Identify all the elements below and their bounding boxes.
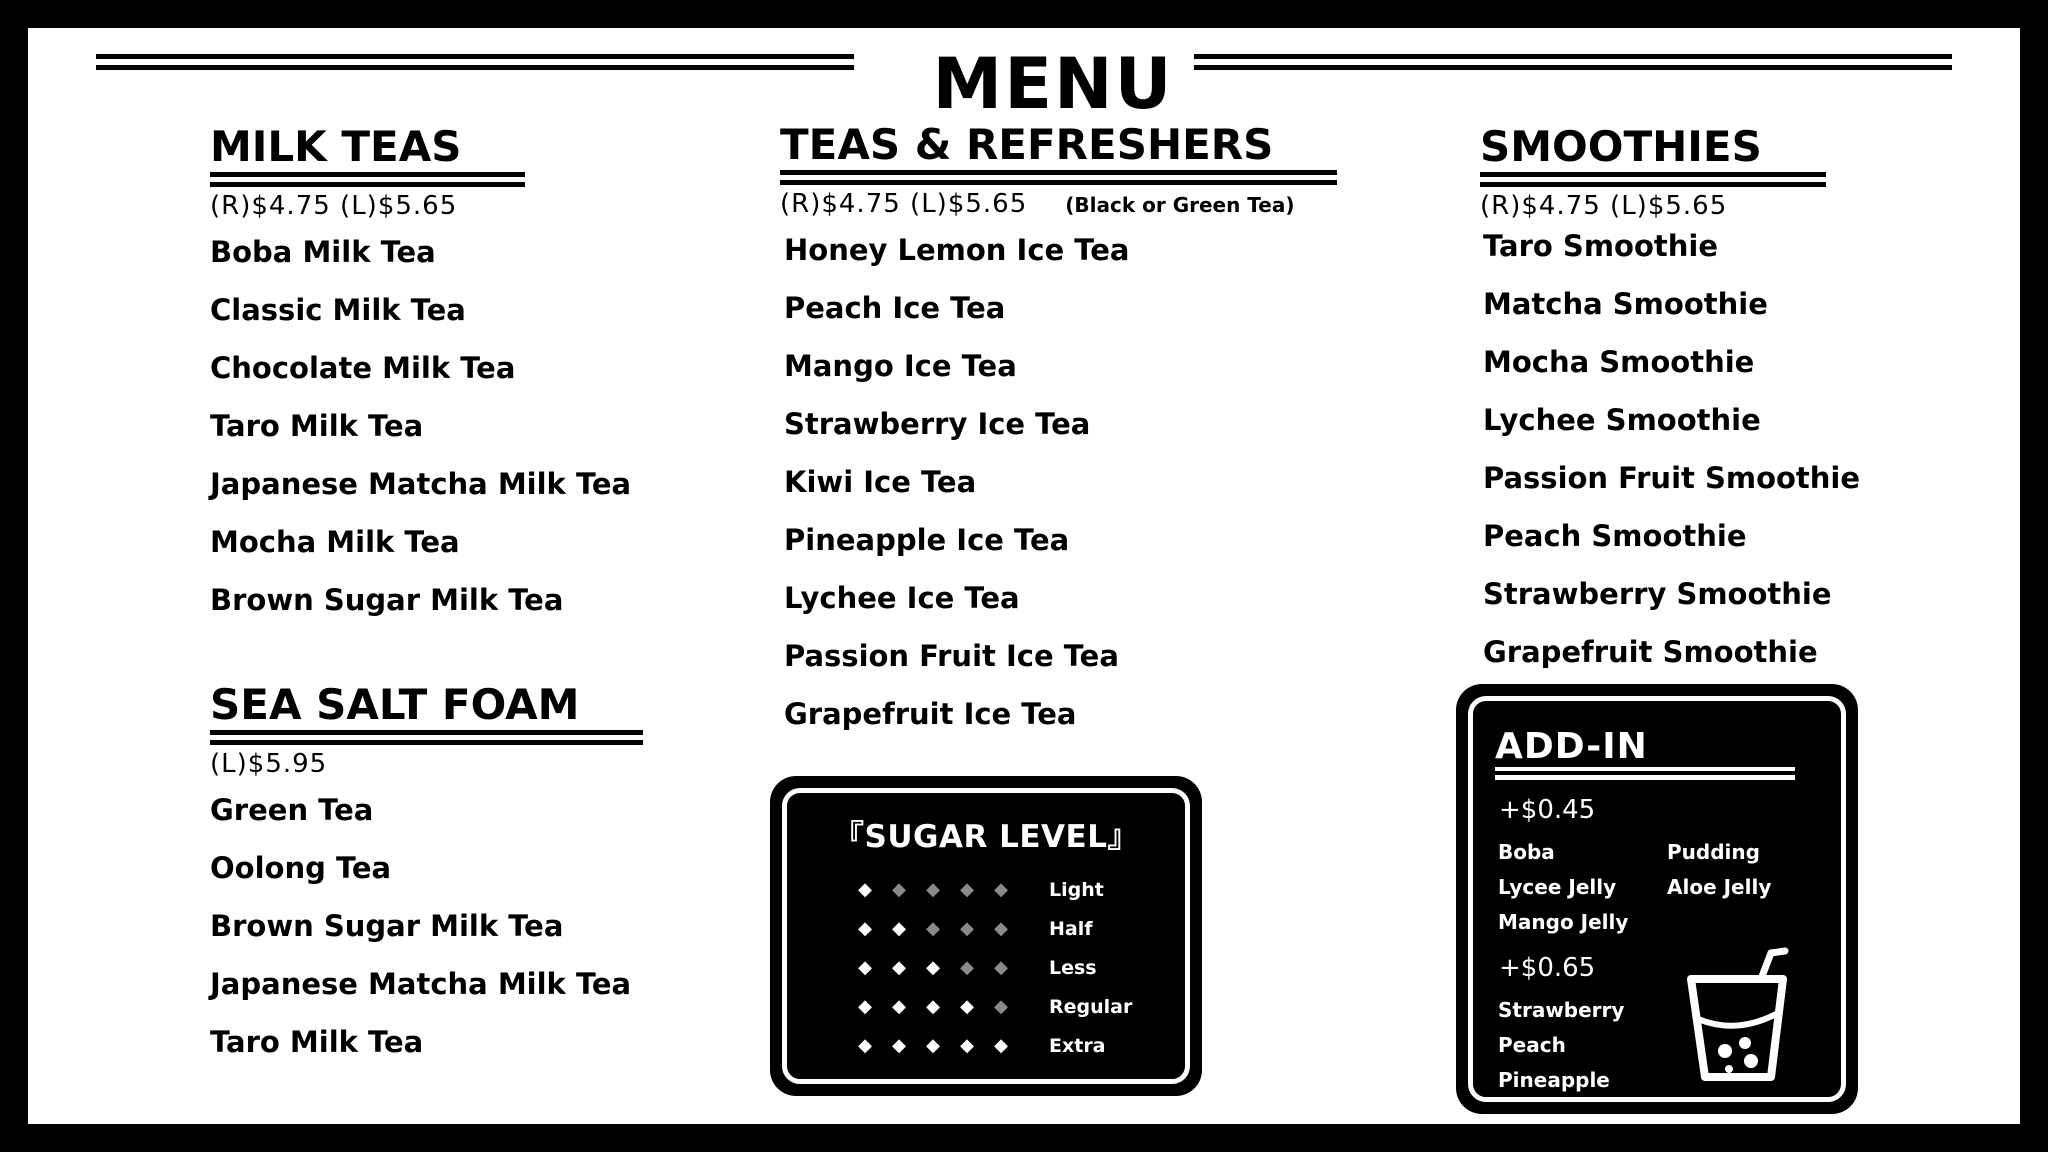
add-in-item: Pineapple xyxy=(1498,1068,1610,1092)
diamond-icon: ◆ xyxy=(858,1035,872,1056)
sea-salt-foam-price: (L)$5.95 xyxy=(210,749,328,779)
teas-refreshers-section xyxy=(780,122,1337,749)
tea-refresher-item: Pineapple Ice Tea xyxy=(784,523,1070,557)
add-in-item: Strawberry xyxy=(1498,998,1625,1022)
diamond-icon: ◆ xyxy=(858,879,872,900)
diamond-icon: ◆ xyxy=(926,1035,940,1056)
add-in-item: Lycee Jelly xyxy=(1498,875,1617,899)
sugar-level-label: Half xyxy=(1049,918,1093,940)
sugar-level-row xyxy=(857,875,1104,905)
teas-refreshers-note: (Black or Green Tea) xyxy=(1065,193,1295,217)
teas-refreshers-title: TEAS & REFRESHERS xyxy=(780,122,1337,175)
sugar-level-title: 『SUGAR LEVEL』 xyxy=(833,819,1139,855)
smoothies-list xyxy=(1480,223,1860,687)
milk-teas-price: (R)$4.75 (L)$5.65 xyxy=(210,191,458,221)
diamond-icon: ◆ xyxy=(960,879,974,900)
sea-salt-foam-item: Green Tea xyxy=(210,793,374,827)
milk-tea-item: Japanese Matcha Milk Tea xyxy=(210,467,632,501)
smoothie-item: Grapefruit Smoothie xyxy=(1483,635,1818,669)
diamond-icon: ◆ xyxy=(926,957,940,978)
milk-teas-section xyxy=(210,124,631,635)
diamond-icon: ◆ xyxy=(892,1035,906,1056)
sugar-level-label: Regular xyxy=(1049,996,1133,1018)
add-in-tier1-list xyxy=(1498,837,1628,942)
add-in-item: Aloe Jelly xyxy=(1667,875,1772,899)
add-in-item: Pudding xyxy=(1667,840,1760,864)
smoothie-item: Taro Smoothie xyxy=(1483,229,1719,263)
sugar-level-panel xyxy=(782,788,1190,1084)
tea-refresher-item: Peach Ice Tea xyxy=(784,291,1006,325)
diamond-icon: ◆ xyxy=(892,879,906,900)
menu-board xyxy=(28,28,2020,1124)
add-in-tier2-list xyxy=(1498,995,1624,1100)
tea-refresher-item: Kiwi Ice Tea xyxy=(784,465,977,499)
milk-tea-item: Boba Milk Tea xyxy=(210,235,436,269)
diamond-icon: ◆ xyxy=(960,918,974,939)
diamond-icon: ◆ xyxy=(994,1035,1008,1056)
diamond-icon: ◆ xyxy=(858,957,872,978)
smoothie-item: Matcha Smoothie xyxy=(1483,287,1768,321)
sugar-level-row xyxy=(857,1031,1106,1061)
add-in-tier1-list-2 xyxy=(1667,837,1771,907)
drink-cup-icon xyxy=(1679,947,1799,1087)
smoothie-item: Mocha Smoothie xyxy=(1483,345,1755,379)
sugar-level-dots xyxy=(857,958,1027,978)
tea-refresher-item: Grapefruit Ice Tea xyxy=(784,697,1077,731)
sea-salt-foam-item: Taro Milk Tea xyxy=(210,1025,424,1059)
tea-refresher-item: Strawberry Ice Tea xyxy=(784,407,1091,441)
milk-tea-item: Classic Milk Tea xyxy=(210,293,466,327)
milk-teas-list xyxy=(210,229,631,635)
smoothies-section xyxy=(1480,124,1860,687)
add-in-item: Mango Jelly xyxy=(1498,910,1629,934)
sea-salt-foam-list xyxy=(210,787,643,1077)
milk-teas-title: MILK TEAS xyxy=(210,124,525,177)
diamond-icon: ◆ xyxy=(926,918,940,939)
page-title: MENU xyxy=(932,43,1174,125)
sugar-level-label: Extra xyxy=(1049,1035,1106,1057)
sugar-level-row xyxy=(857,953,1097,983)
milk-tea-item: Taro Milk Tea xyxy=(210,409,424,443)
add-in-box xyxy=(1456,684,1858,1114)
diamond-icon: ◆ xyxy=(892,957,906,978)
diamond-icon: ◆ xyxy=(960,996,974,1017)
sugar-level-label: Less xyxy=(1049,957,1097,979)
tea-refresher-item: Lychee Ice Tea xyxy=(784,581,1020,615)
teas-refreshers-list xyxy=(780,227,1337,749)
smoothie-item: Strawberry Smoothie xyxy=(1483,577,1832,611)
sugar-level-row xyxy=(857,992,1132,1022)
diamond-icon: ◆ xyxy=(858,918,872,939)
teas-refreshers-price: (R)$4.75 (L)$5.65 xyxy=(780,189,1028,219)
diamond-icon: ◆ xyxy=(960,1035,974,1056)
diamond-icon: ◆ xyxy=(892,918,906,939)
diamond-icon: ◆ xyxy=(892,996,906,1017)
add-in-title: ADD-IN xyxy=(1495,727,1795,771)
smoothie-item: Passion Fruit Smoothie xyxy=(1483,461,1861,495)
add-in-item: Boba xyxy=(1498,840,1555,864)
diamond-icon: ◆ xyxy=(994,957,1008,978)
diamond-icon: ◆ xyxy=(926,996,940,1017)
sugar-level-row xyxy=(857,914,1093,944)
sugar-level-dots xyxy=(857,997,1027,1017)
diamond-icon: ◆ xyxy=(858,996,872,1017)
add-in-item: Peach xyxy=(1498,1033,1566,1057)
add-in-panel xyxy=(1468,696,1846,1102)
diamond-icon: ◆ xyxy=(994,996,1008,1017)
sugar-level-box xyxy=(770,776,1202,1096)
milk-tea-item: Chocolate Milk Tea xyxy=(210,351,516,385)
diamond-icon: ◆ xyxy=(960,957,974,978)
diamond-icon: ◆ xyxy=(994,879,1008,900)
add-in-tier1-price: +$0.45 xyxy=(1499,795,1596,825)
sugar-level-dots xyxy=(857,880,1027,900)
title-rule-left xyxy=(96,54,854,70)
smoothie-item: Lychee Smoothie xyxy=(1483,403,1761,437)
title-rule-right xyxy=(1194,54,1952,70)
sugar-level-label: Light xyxy=(1049,879,1104,901)
tea-refresher-item: Passion Fruit Ice Tea xyxy=(784,639,1119,673)
sugar-level-dots xyxy=(857,1036,1027,1056)
diamond-icon: ◆ xyxy=(926,879,940,900)
sea-salt-foam-item: Japanese Matcha Milk Tea xyxy=(210,967,632,1001)
sea-salt-foam-item: Oolong Tea xyxy=(210,851,392,885)
sea-salt-foam-title: SEA SALT FOAM xyxy=(210,682,643,735)
tea-refresher-item: Honey Lemon Ice Tea xyxy=(784,233,1130,267)
sea-salt-foam-item: Brown Sugar Milk Tea xyxy=(210,909,564,943)
milk-tea-item: Mocha Milk Tea xyxy=(210,525,460,559)
add-in-tier2-price: +$0.65 xyxy=(1499,953,1596,983)
milk-tea-item: Brown Sugar Milk Tea xyxy=(210,583,564,617)
smoothie-item: Peach Smoothie xyxy=(1483,519,1747,553)
smoothies-title: SMOOTHIES xyxy=(1480,124,1826,177)
smoothies-price: (R)$4.75 (L)$5.65 xyxy=(1480,191,1728,221)
tea-refresher-item: Mango Ice Tea xyxy=(784,349,1017,383)
sugar-level-dots xyxy=(857,919,1027,939)
diamond-icon: ◆ xyxy=(994,918,1008,939)
sea-salt-foam-section xyxy=(210,682,643,1077)
